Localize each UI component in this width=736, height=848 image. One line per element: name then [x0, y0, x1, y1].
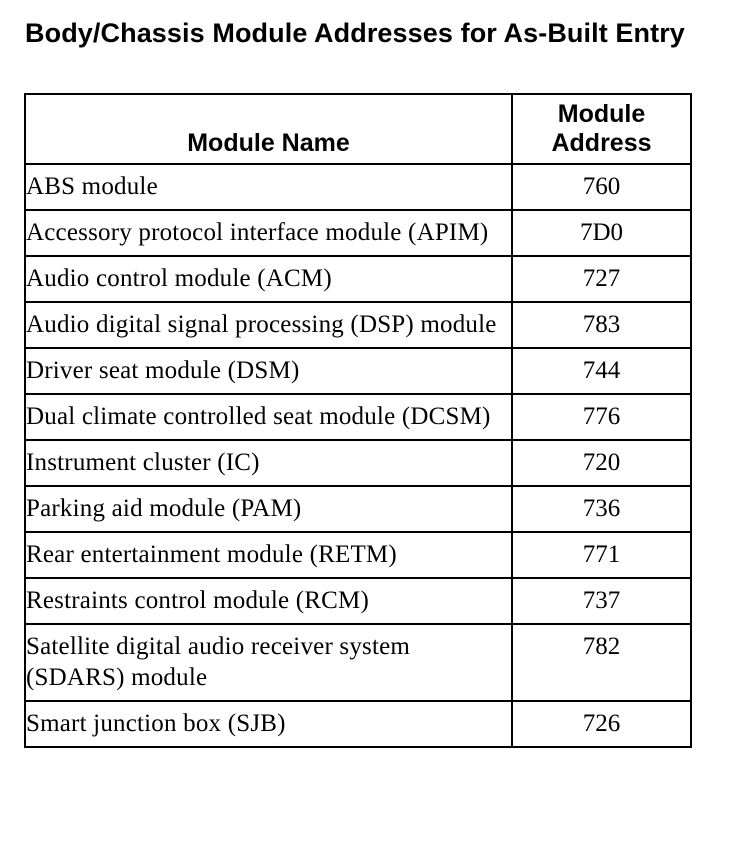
table-row [25, 164, 691, 210]
module-address-cell: 720 [512, 440, 691, 486]
module-name-cell: Restraints control module (RCM) [25, 578, 512, 624]
module-name-cell: Parking aid module (PAM) [25, 486, 512, 532]
module-name-cell: Rear entertainment module (RETM) [25, 532, 512, 578]
table-row [25, 348, 691, 394]
module-name-cell: Satellite digital audio receiver system (SDARS) module [25, 624, 512, 701]
module-address-cell: 771 [512, 532, 691, 578]
module-name-cell: Audio control module (ACM) [25, 256, 512, 302]
module-address-cell: 727 [512, 256, 691, 302]
header-module-name: Module Name [25, 94, 512, 164]
table-row [25, 440, 691, 486]
module-name-cell: Dual climate controlled seat module (DCSM) [25, 394, 512, 440]
module-name-cell: Accessory protocol interface module (APIM) [25, 210, 512, 256]
table-row [25, 532, 691, 578]
module-address-cell: 736 [512, 486, 691, 532]
table-row [25, 302, 691, 348]
module-address-cell: 744 [512, 348, 691, 394]
header-module-address-label: Module Address [551, 100, 652, 157]
module-address-cell: 776 [512, 394, 691, 440]
module-name-cell: Driver seat module (DSM) [25, 348, 512, 394]
module-address-cell: 737 [512, 578, 691, 624]
module-name-cell: ABS module [25, 164, 512, 210]
table-row [25, 578, 691, 624]
module-name-cell: Audio digital signal processing (DSP) module [25, 302, 512, 348]
table-row [25, 394, 691, 440]
module-address-cell: 760 [512, 164, 691, 210]
module-address-cell: 782 [512, 624, 691, 701]
table-row [25, 624, 691, 701]
table-row [25, 701, 691, 747]
table-header-row [25, 94, 691, 164]
module-address-cell: 783 [512, 302, 691, 348]
module-address-table [24, 93, 692, 748]
table-row [25, 486, 691, 532]
header-module-address [512, 94, 691, 164]
page-title: Body/Chassis Module Addresses for As-Built Entry [25, 18, 685, 48]
module-name-cell: Instrument cluster (IC) [25, 440, 512, 486]
module-name-cell: Smart junction box (SJB) [25, 701, 512, 747]
module-address-cell: 726 [512, 701, 691, 747]
table-row [25, 256, 691, 302]
table-row [25, 210, 691, 256]
module-address-cell: 7D0 [512, 210, 691, 256]
